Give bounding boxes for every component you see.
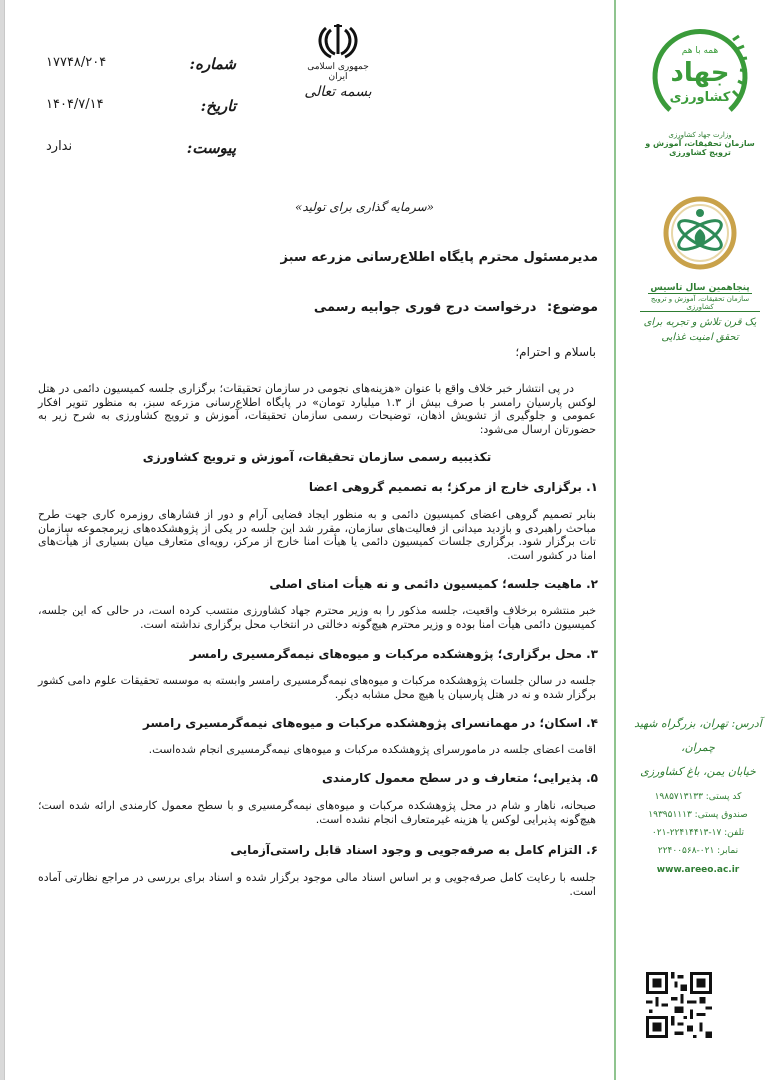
number-value: ۱۷۷۴۸/۲۰۴ [46,55,107,70]
fax: نمابر: ۰۲۱-۲۲۴۰۰۵۶۸ [657,846,739,856]
attachment-value: ندارد [46,139,73,154]
logo1-main-text: جهاد [670,58,730,88]
date-row [36,97,236,139]
section-text: بنابر تصمیم گروهی اعضای کمیسیون دائمی و به منظور ایجاد فضایی آرام و دور از فشارهای روزمره کاری جهت طرح مباحث راهبردی و بازدید میدانی از فعالیت‌های سازمان، مقرر شد این جلسه در یکی از پژوهشکده‌های زیرمجموعه سازمان تات برگزار شود. برگزاری جلسات کمیسیون دائمی یا هیأت امنا خارج از مرکز، رویه‌ای متعارف میان بسیاری از هیأت‌های امنا در کشور است. [38,508,596,562]
number-row [36,55,236,97]
address-line-2: خیابان یمن، باغ کشاورزی [640,765,756,778]
phone: تلفن: ۱۷-۲۲۴۱۴۴۱۳-۰۲۱ [651,828,745,838]
logo1-sub-text: کشاورزی [669,90,731,105]
section-heading: ۲. ماهیت جلسه؛ کمیسیون دائمی و نه هیأت امنای اصلی [269,577,598,591]
section-heading: ۵. پذیرایی؛ متعارف و در سطح معمول کارمندی [321,771,598,785]
section-heading: ۱. برگزاری خارج از مرکز؛ به تصمیم گروهی اعضا [308,480,598,494]
section-heading: ۴. اسکان؛ در مهمانسرای پژوهشکده مرکبات و میوه‌های نیمه‌گرمسیری رامسر [143,716,598,730]
subject-label: موضوع: [547,300,598,315]
letter-meta [36,55,236,181]
emblem-icon [317,20,359,60]
attachment-label: پیوست: [186,139,236,157]
anniversary-org: سازمان تحقیقات، آموزش و ترویج کشاورزی [640,295,760,312]
anniversary-title: پنجاهمین سال تاسیس [650,283,750,293]
subject-value: درخواست درج فوری جوابیه رسمی [313,300,537,315]
anniversary-motto-line2: تحقق امنیت غذایی [661,332,739,343]
sidebar-divider [614,0,616,1080]
date-label: تاریخ: [200,97,236,115]
document-title: تکذیبیه رسمی سازمان تحقیقات، آموزش و ترویج کشاورزی [142,450,492,464]
recipient: مدیرمسئول محترم پایگاه اطلاع‌رسانی مزرعه سبز [280,250,598,265]
logo1-top-text: همه با هم [681,46,719,56]
section-text: صبحانه، ناهار و شام در محل پژوهشکده مرکبات و میوه‌های نیمه‌گرمسیری و با سطح معمول کارمندی ارائه شده است؛ هیچ‌گونه پذیرایی لوکس یا هزینه غیرمتعارف انجام نشده است. [38,799,596,826]
contact-block [632,712,764,875]
subject-line [314,300,598,315]
date-value: ۱۴۰۴/۷/۱۴ [46,97,104,112]
ministry-caption: وزارت جهاد کشاورزی [668,131,732,139]
number-label: شماره: [189,55,236,73]
section-text: جلسه با رعایت کامل صرفه‌جویی و بر اساس اسناد مالی موجود برگزار شده و اسناد برای بررسی در مراجع نظارتی آماده است. [38,871,596,898]
jahad-logo [635,15,765,157]
page-edge [0,0,5,1080]
greeting: باسلام و احترام؛ [515,345,596,359]
intro-paragraph: در پی انتشار خبر خلاف واقع با عنوان «هزینه‌های نجومی در سازمان تحقیقات؛ برگزاری جلسه کمیسیون دائمی در هتل لوکس پارسیان رامسر با صرف بیش از ۱.۳ میلیارد تومان» در پایگاه اطلاع‌رسانی مزرعه سبز، به منظور تنویر افکار عمومی و جلوگیری از تشویش اذهان، توضیحات رسمی سازمان تحقیقات، آموزش و ترویج کشاورزی به شرح زیر به حضورتان ارسال می‌شود: [38,382,596,436]
jahad-wreath-icon [645,15,755,125]
anniversary-motto-line1: یک قرن تلاش و تجربه برای [643,317,757,328]
atom-leaf-icon [662,195,738,271]
emblem-signature: بسمه تعالی [304,84,372,100]
postal-code: کد پستی: ۱۹۸۵۷۱۳۱۳۳ [654,792,742,802]
qr-code-icon [646,972,712,1038]
organization-caption: سازمان تحقیقات، آموزش و ترویج کشاورزی [645,139,755,157]
iran-emblem [298,20,378,100]
section-text: جلسه در سالن جلسات پژوهشکده مرکبات و میوه‌های نیمه‌گرمسیری رامسر وابسته به موسسه تحقیقات علوم دامی کشور برگزار شده و نه در هتل پارسیان یا هیچ محل مشابه دیگر. [38,674,596,701]
address-line-1: آدرس: تهران، بزرگراه شهید چمران، [634,717,762,754]
website-link[interactable]: www.areeo.ac.ir [656,865,740,875]
section-text: خبر منتشره برخلاف واقعیت، جلسه مذکور را به وزیر محترم جهاد کشاورزی منتسب کرده است، در حالی که این جلسه، کمیسیون دائمی هیأت امنا بوده و وزیر محترم هیچ‌گونه دخالتی در انتخاب محل برگزاری نداشته است. [38,604,596,631]
attachment-row [36,139,236,181]
section-text: اقامت اعضای جلسه در مامورسرای پژوهشکده مرکبات و میوه‌های نیمه‌گرمسیری انجام شده‌است. [148,743,596,756]
slogan: «سرمایه گذاری برای تولید» [295,200,434,214]
po-box: صندوق پستی: ۱۹۳۹۵۱۱۱۳ [648,810,748,820]
anniversary-logo [640,195,760,343]
section-heading: ۶. التزام کامل به صرفه‌جویی و وجود اسناد قابل راستی‌آزمایی [230,843,598,857]
emblem-text: جمهوری اسلامی ایران [307,62,369,82]
section-heading: ۳. محل برگزاری؛ پژوهشکده مرکبات و میوه‌های نیمه‌گرمسیری رامسر [189,647,598,661]
